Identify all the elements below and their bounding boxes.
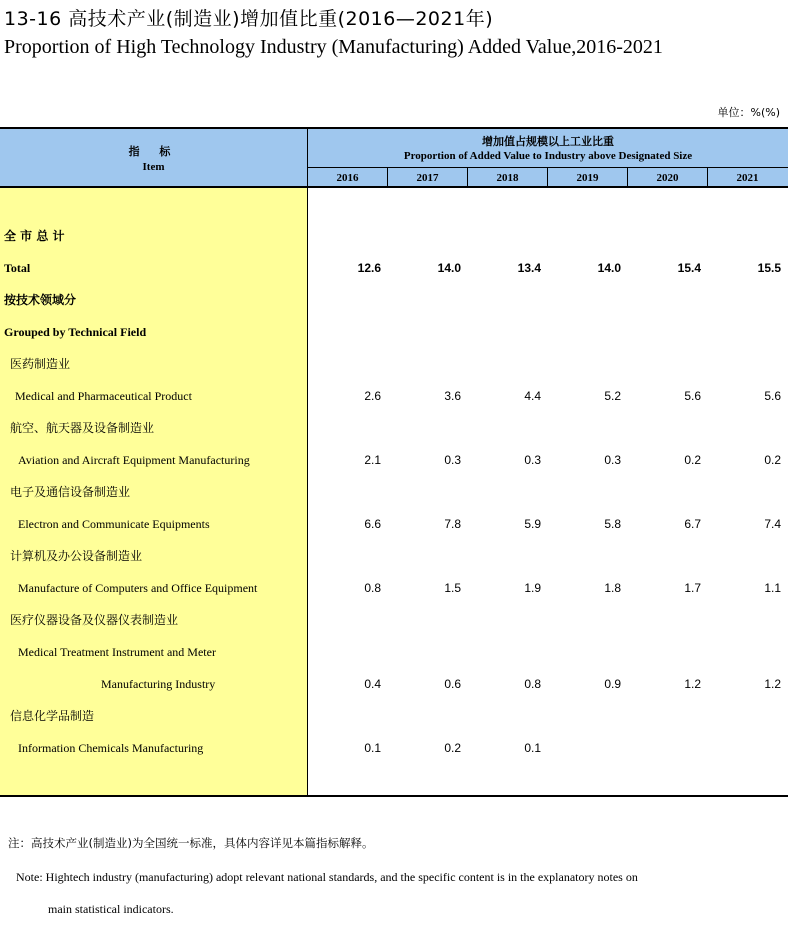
value-cell-2017 — [401, 220, 461, 252]
value-cell-2018: 0.1 — [524, 741, 541, 755]
value-cell-2021 — [721, 348, 781, 380]
value-cell-2016: 6.6 — [364, 517, 381, 531]
row-label: 医药制造业 — [10, 357, 71, 371]
value-cell-2020: 1.7 — [684, 581, 701, 595]
unit-label: 单位：%(%) — [717, 106, 780, 119]
row-label: Aviation and Aircraft Equipment Manufacturing — [18, 453, 250, 467]
value-cell-2021 — [721, 476, 781, 508]
value-cell-2016 — [321, 316, 381, 348]
table-row — [0, 572, 788, 604]
value-cell-2020: 0.2 — [684, 453, 701, 467]
value-cell-2020 — [641, 348, 701, 380]
value-cell-2021 — [721, 316, 781, 348]
data-table — [0, 127, 788, 797]
table-row — [0, 476, 788, 508]
table-row — [0, 732, 788, 764]
value-cell-2020 — [641, 732, 701, 764]
value-cell-2021 — [721, 220, 781, 252]
value-cell-2019 — [561, 732, 621, 764]
value-cell-2017: 0.2 — [444, 741, 461, 755]
value-cell-2019 — [561, 348, 621, 380]
value-cell-2020 — [641, 604, 701, 636]
value-cell-2017: 14.0 — [437, 261, 461, 275]
value-cell-2016: 2.6 — [364, 389, 381, 403]
row-label: Grouped by Technical Field — [4, 325, 147, 339]
row-label: 按技术领域分 — [4, 293, 77, 307]
value-cell-2020 — [641, 540, 701, 572]
row-label: 电子及通信设备制造业 — [10, 485, 131, 499]
table-row — [0, 604, 788, 636]
table-row — [0, 284, 788, 316]
year-header-2020: 2020 — [628, 168, 708, 188]
value-cell-2016 — [321, 220, 381, 252]
value-cell-2018 — [481, 604, 541, 636]
value-cell-2019 — [561, 540, 621, 572]
table-row — [0, 508, 788, 540]
value-cell-2018 — [481, 348, 541, 380]
value-cell-2016: 0.4 — [364, 677, 381, 691]
row-label: Manufacture of Computers and Office Equipment — [18, 581, 258, 595]
note-en-line1: Note: Hightech industry (manufacturing) adopt relevant national standards, and the specific content is in the explanatory notes on — [16, 870, 638, 884]
value-cell-2017 — [401, 540, 461, 572]
value-cell-2017 — [401, 316, 461, 348]
item-header-en: Item — [142, 161, 165, 173]
table-row — [0, 636, 788, 668]
value-cell-2021 — [721, 604, 781, 636]
value-cell-2017 — [401, 476, 461, 508]
value-cell-2021: 1.1 — [764, 581, 781, 595]
value-cell-2018 — [481, 220, 541, 252]
value-cell-2020: 5.6 — [684, 389, 701, 403]
value-cell-2021 — [721, 284, 781, 316]
row-label: 航空、航天器及设备制造业 — [10, 421, 155, 435]
table-row — [0, 252, 788, 284]
year-header-2021: 2021 — [736, 172, 759, 184]
row-label: 医疗仪器设备及仪器仪表制造业 — [10, 613, 179, 627]
year-header-2019: 2019 — [548, 168, 628, 188]
value-cell-2020 — [641, 636, 701, 668]
row-label: Medical and Pharmaceutical Product — [15, 389, 192, 403]
value-cell-2016 — [321, 284, 381, 316]
table-title-cn: 13-16 高技术产业(制造业)增加值比重(2016—2021年) — [4, 8, 494, 30]
value-cell-2017: 3.6 — [444, 389, 461, 403]
value-cell-2020 — [641, 316, 701, 348]
row-label: 信息化学品制造 — [10, 709, 95, 723]
value-cell-2020 — [641, 476, 701, 508]
row-label: Total — [4, 261, 31, 275]
value-cell-2017 — [401, 604, 461, 636]
value-cell-2018: 0.3 — [524, 453, 541, 467]
value-cell-2019 — [561, 220, 621, 252]
value-cell-2021 — [721, 732, 781, 764]
value-cell-2021: 0.2 — [764, 453, 781, 467]
year-header-2017: 2017 — [388, 168, 468, 188]
value-cell-2018 — [481, 284, 541, 316]
value-cell-2016 — [321, 476, 381, 508]
value-cell-2018: 1.9 — [524, 581, 541, 595]
row-label: Medical Treatment Instrument and Meter — [18, 645, 216, 659]
table-header — [0, 127, 788, 188]
value-cell-2019: 5.8 — [604, 517, 621, 531]
value-cell-2019: 14.0 — [597, 261, 621, 275]
value-cell-2017 — [401, 636, 461, 668]
value-cell-2016 — [321, 700, 381, 732]
group-header-cn: 增加值占规模以上工业比重 — [482, 135, 614, 148]
value-cell-2017 — [401, 284, 461, 316]
group-header-en: Proportion of Added Value to Industry above Designated Size — [403, 150, 693, 162]
value-cell-2019: 1.8 — [604, 581, 621, 595]
row-label: Manufacturing Industry — [101, 677, 216, 691]
value-cell-2016: 0.1 — [364, 741, 381, 755]
table-row — [0, 316, 788, 348]
value-cell-2017: 0.3 — [444, 453, 461, 467]
value-cell-2019 — [561, 412, 621, 444]
value-cell-2019 — [561, 636, 621, 668]
value-cell-2017 — [401, 412, 461, 444]
value-cell-2016: 0.8 — [364, 581, 381, 595]
value-cell-2016 — [321, 604, 381, 636]
item-header-cn: 指 标 — [128, 145, 179, 158]
value-cell-2016 — [321, 540, 381, 572]
value-cell-2019: 5.2 — [604, 389, 621, 403]
value-cell-2020 — [641, 412, 701, 444]
value-cell-2018 — [481, 412, 541, 444]
year-header-2016: 2016 — [308, 168, 388, 188]
value-cell-2018 — [481, 700, 541, 732]
value-cell-2017: 0.6 — [444, 677, 461, 691]
value-cell-2016: 12.6 — [357, 261, 381, 275]
value-cell-2021: 1.2 — [764, 677, 781, 691]
value-cell-2017: 7.8 — [444, 517, 461, 531]
value-cell-2018: 13.4 — [517, 261, 541, 275]
value-cell-2020: 1.2 — [684, 677, 701, 691]
table-row — [0, 540, 788, 572]
value-cell-2016: 2.1 — [364, 453, 381, 467]
value-cell-2018 — [481, 316, 541, 348]
value-cell-2018: 4.4 — [524, 389, 541, 403]
value-cell-2019 — [561, 604, 621, 636]
value-cell-2019 — [561, 700, 621, 732]
table-row — [0, 380, 788, 412]
table-row — [0, 348, 788, 380]
value-cell-2017 — [401, 700, 461, 732]
value-cell-2018: 5.9 — [524, 517, 541, 531]
value-cell-2020 — [641, 284, 701, 316]
value-cell-2021 — [721, 636, 781, 668]
value-cell-2021 — [721, 700, 781, 732]
row-label: Information Chemicals Manufacturing — [18, 741, 204, 755]
year-header-2018: 2018 — [468, 168, 548, 188]
value-cell-2016 — [321, 348, 381, 380]
value-cell-2020: 6.7 — [684, 517, 701, 531]
group-header-cell — [308, 129, 788, 168]
value-cell-2021 — [721, 412, 781, 444]
value-cell-2021: 7.4 — [764, 517, 781, 531]
row-label: 计算机及办公设备制造业 — [10, 549, 143, 563]
value-cell-2021 — [721, 540, 781, 572]
row-label: Electron and Communicate Equipments — [18, 517, 210, 531]
row-label: 全 市 总 计 — [4, 229, 65, 243]
value-cell-2021: 5.6 — [764, 389, 781, 403]
value-cell-2019: 0.3 — [604, 453, 621, 467]
value-cell-2020 — [641, 700, 701, 732]
table-row — [0, 700, 788, 732]
value-cell-2016 — [321, 636, 381, 668]
table-row — [0, 444, 788, 476]
value-cell-2018 — [481, 636, 541, 668]
value-cell-2018 — [481, 476, 541, 508]
value-cell-2019 — [561, 284, 621, 316]
table-row — [0, 220, 788, 252]
value-cell-2017 — [401, 348, 461, 380]
value-cell-2018: 0.8 — [524, 677, 541, 691]
value-cell-2018 — [481, 540, 541, 572]
note-cn: 注：高技术产业(制造业)为全国统一标准，具体内容详见本篇指标解释。 — [8, 836, 374, 850]
value-cell-2020: 15.4 — [677, 261, 701, 275]
value-cell-2019 — [561, 476, 621, 508]
value-cell-2017: 1.5 — [444, 581, 461, 595]
value-cell-2020 — [641, 220, 701, 252]
item-header-cell — [0, 129, 308, 188]
table-bottom-rule — [0, 795, 788, 797]
table-row — [0, 668, 788, 700]
table-row — [0, 412, 788, 444]
table-title-en: Proportion of High Technology Industry (Manufacturing) Added Value,2016-2021 — [4, 36, 663, 58]
value-cell-2019: 0.9 — [604, 677, 621, 691]
value-cell-2016 — [321, 412, 381, 444]
note-en-line2: main statistical indicators. — [48, 902, 174, 916]
value-cell-2019 — [561, 316, 621, 348]
value-cell-2021: 15.5 — [757, 261, 781, 275]
